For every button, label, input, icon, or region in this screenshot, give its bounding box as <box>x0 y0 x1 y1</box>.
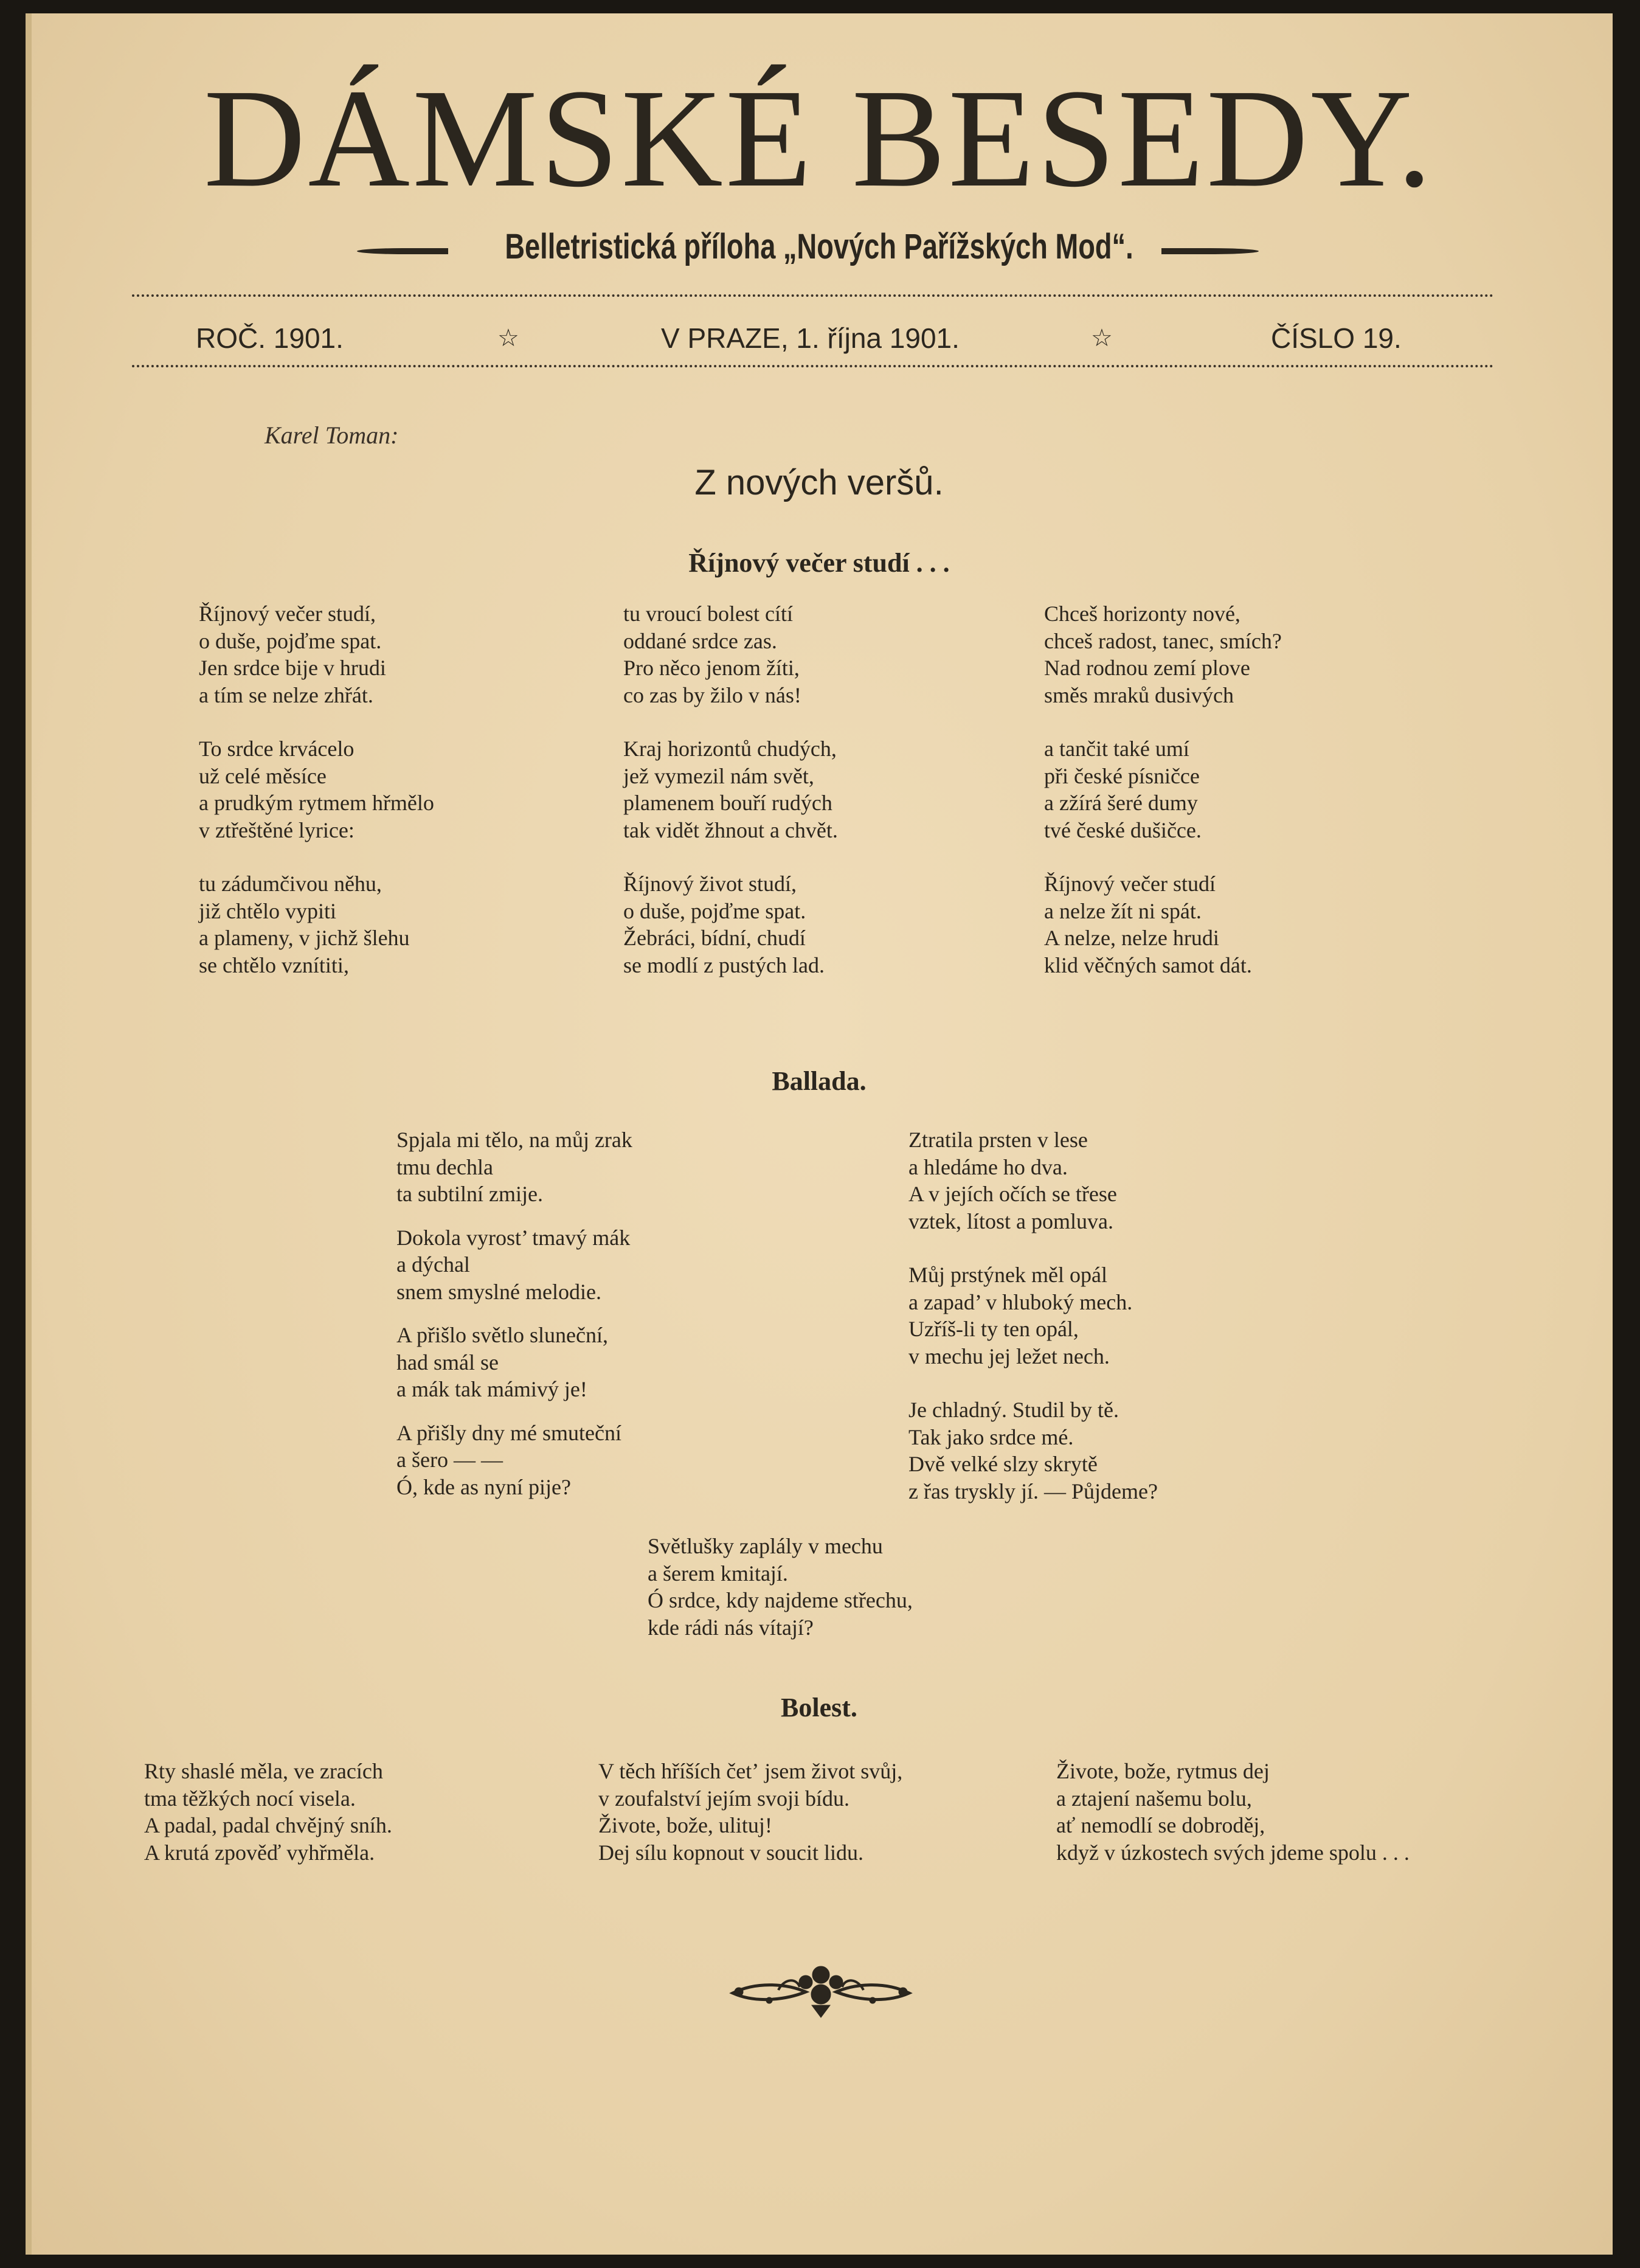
verse-line: tu vroucí bolest cítí <box>623 602 793 626</box>
verse-line: Dej sílu kopnout v soucit lidu. <box>598 1840 863 1865</box>
verse-line: z řas tryskly jí. — Půjdeme? <box>908 1479 1158 1503</box>
verse-line: Ó srdce, kdy najdeme střechu, <box>648 1588 913 1612</box>
verse-line: Rty shaslé měla, ve zracích <box>144 1759 383 1783</box>
verse-line: V těch hříších četʼ jsem život svůj, <box>598 1759 903 1783</box>
verse-line: a mák tak mámivý je! <box>396 1377 587 1401</box>
issue-number: ČÍSLO 19. <box>1271 322 1402 354</box>
verse-line: Chceš horizonty nové, <box>1044 602 1240 626</box>
poem-heading: Ballada. <box>772 1066 867 1096</box>
verse-line: tu zádumčivou něhu, <box>199 872 382 896</box>
verse-line: Kraj horizontů chudých, <box>623 737 837 761</box>
verse-line: A krutá zpověď vyhřměla. <box>144 1840 375 1865</box>
masthead-title: DÁMSKÉ BESEDY. <box>203 60 1435 217</box>
verse-line: Můj prstýnek měl opál <box>908 1263 1107 1287</box>
verse-line: Dvě velké slzy skrytě <box>908 1452 1098 1476</box>
verse-line: snem smyslné melodie. <box>396 1279 601 1304</box>
stanza <box>199 600 434 709</box>
verse-line: Je chladný. Studil by tě. <box>908 1398 1119 1422</box>
verse-line: A padal, padal chvějný sníh. <box>144 1813 392 1837</box>
verse-line: oddané srdce zas. <box>623 628 777 653</box>
verse-line: už celé měsíce <box>199 763 327 788</box>
verse-line: Žebráci, bídní, chudí <box>623 926 806 950</box>
verse-line: kde rádi nás vítají? <box>648 1615 814 1640</box>
verse-line: Říjnový večer studí <box>1044 872 1216 896</box>
stanza <box>908 1126 1158 1235</box>
top-rule <box>132 294 1494 297</box>
stanza <box>396 1322 632 1403</box>
verse-line: had smál se <box>396 1350 499 1375</box>
poem1-column-2 <box>623 600 838 1005</box>
verse-line: směs mraků dusivých <box>1044 682 1234 707</box>
verse-line: a ztajení našemu bolu, <box>1056 1786 1252 1811</box>
stanza <box>199 735 434 844</box>
verse-line: tvé české dušičce. <box>1044 817 1202 842</box>
poem-heading: Bolest. <box>781 1693 857 1722</box>
masthead-subtitle: Belletristická příloha „Nových Pařížských Mod“. <box>505 227 1133 266</box>
verse-line: a dýchal <box>396 1252 470 1277</box>
verse-line: se modlí z pustých lad. <box>623 952 825 977</box>
verse-line: se chtělo vznítiti, <box>199 952 349 977</box>
stanza <box>623 735 838 844</box>
verse-line: a prudkým rytmem hřmělo <box>199 791 434 815</box>
verse-line: a hledáme ho dva. <box>908 1154 1068 1179</box>
stanza <box>396 1224 632 1306</box>
verse-line: chceš radost, tanec, smích? <box>1044 628 1282 653</box>
stanza <box>623 870 838 979</box>
verse-line: A v jejích očích se třese <box>908 1182 1117 1206</box>
verse-line: Živote, bože, rytmus dej <box>1056 1759 1270 1783</box>
verse-line: Tak jako srdce mé. <box>908 1424 1074 1449</box>
verse-line: když v úzkostech svých jdeme spolu . . . <box>1056 1840 1410 1865</box>
verse-line: a šero — — <box>396 1448 503 1472</box>
verse-line: Světlušky zaplály v mechu <box>648 1534 883 1558</box>
verse-line: To srdce krvácelo <box>199 737 355 761</box>
poem1-column-3 <box>1044 600 1282 1005</box>
stanza <box>1044 600 1282 709</box>
verse-line: plamenem bouří rudých <box>623 791 832 815</box>
star-icon: ☆ <box>1091 324 1113 352</box>
verse-line: Nad rodnou zemí plove <box>1044 656 1250 680</box>
verse-line: Spjala mi tělo, na můj zrak <box>396 1128 632 1152</box>
poem3-column-2 <box>598 1758 902 1866</box>
issue-year: ROČ. 1901. <box>196 322 344 354</box>
right-swoosh-ornament <box>1161 248 1259 254</box>
star-icon: ☆ <box>497 324 519 352</box>
poem2-column-2 <box>908 1126 1158 1531</box>
verse-line: a zapad’ v hluboký mech. <box>908 1289 1133 1314</box>
stanza <box>199 870 434 979</box>
verse-line: ať nemodlí se dobroděj, <box>1056 1813 1265 1837</box>
verse-line: Živote, bože, ulituj! <box>598 1813 772 1837</box>
verse-line: Jen srdce bije v hrudi <box>199 656 386 680</box>
poem2-closing-stanza <box>648 1533 913 1641</box>
poem3-column-3 <box>1056 1758 1410 1866</box>
bottom-rule <box>132 365 1494 367</box>
verse-line: v ztřeštěné lyrice: <box>199 817 355 842</box>
verse-line: Ó, kde as nyní pije? <box>396 1474 571 1499</box>
verse-line: a plameny, v jichž šlehu <box>199 926 410 950</box>
section-title: Z nových veršů. <box>694 463 944 502</box>
verse-line: a zžírá šeré dumy <box>1044 791 1198 815</box>
stanza <box>1044 870 1282 979</box>
verse-line: a šerem kmitají. <box>648 1561 788 1586</box>
verse-line: Uzříš-li ty ten opál, <box>908 1317 1079 1341</box>
verse-line: klid věčných samot dát. <box>1044 952 1252 977</box>
verse-line: v zoufalství jejím svoji bídu. <box>598 1786 849 1811</box>
verse-line: tma těžkých nocí visela. <box>144 1786 356 1811</box>
verse-line: Dokola vyrost’ tmavý mák <box>396 1225 631 1250</box>
poem3-column-1 <box>144 1758 392 1866</box>
verse-line: A přišly dny mé smuteční <box>396 1420 621 1445</box>
floral-ornament-icon <box>721 1957 921 2024</box>
verse-line: při české písničce <box>1044 763 1200 788</box>
verse-line: ta subtilní zmije. <box>396 1182 543 1206</box>
verse-line: Pro něco jenom žíti, <box>623 656 800 680</box>
verse-line: a tím se nelze zhřát. <box>199 682 373 707</box>
stanza <box>396 1420 632 1501</box>
stanza <box>908 1261 1158 1370</box>
verse-line: Říjnový večer studí, <box>199 602 376 626</box>
verse-line: A přišlo světlo sluneční, <box>396 1323 608 1347</box>
verse-line: a tančit také umí <box>1044 737 1189 761</box>
verse-line: a nelze žít ni spát. <box>1044 898 1202 923</box>
stanza <box>908 1396 1158 1505</box>
issue-date: V PRAZE, 1. října 1901. <box>661 322 960 354</box>
verse-line: o duše, pojďme spat. <box>623 898 806 923</box>
verse-line: tak vidět žhnout a chvět. <box>623 817 838 842</box>
verse-line: vztek, lítost a pomluva. <box>908 1209 1113 1233</box>
verse-line: tmu dechla <box>396 1154 493 1179</box>
stanza <box>1044 735 1282 844</box>
verse-line: jež vymezil nám svět, <box>623 763 814 788</box>
author-byline: Karel Toman: <box>265 421 399 449</box>
newspaper-page <box>26 13 1613 2255</box>
poem-heading: Říjnový večer studí . . . <box>688 548 950 578</box>
verse-line: v mechu jej ležet nech. <box>908 1344 1110 1368</box>
poem1-column-1 <box>199 600 434 1005</box>
verse-line: již chtělo vypiti <box>199 898 336 923</box>
verse-line: A nelze, nelze hrudi <box>1044 926 1219 950</box>
binding-gutter <box>26 13 32 2255</box>
poem2-column-1 <box>396 1126 632 1517</box>
verse-line: Říjnový život studí, <box>623 872 797 896</box>
stanza <box>396 1126 632 1208</box>
stanza <box>623 600 838 709</box>
verse-line: co zas by žilo v nás! <box>623 682 801 707</box>
verse-line: o duše, pojďme spat. <box>199 628 382 653</box>
verse-line: Ztratila prsten v lese <box>908 1128 1088 1152</box>
